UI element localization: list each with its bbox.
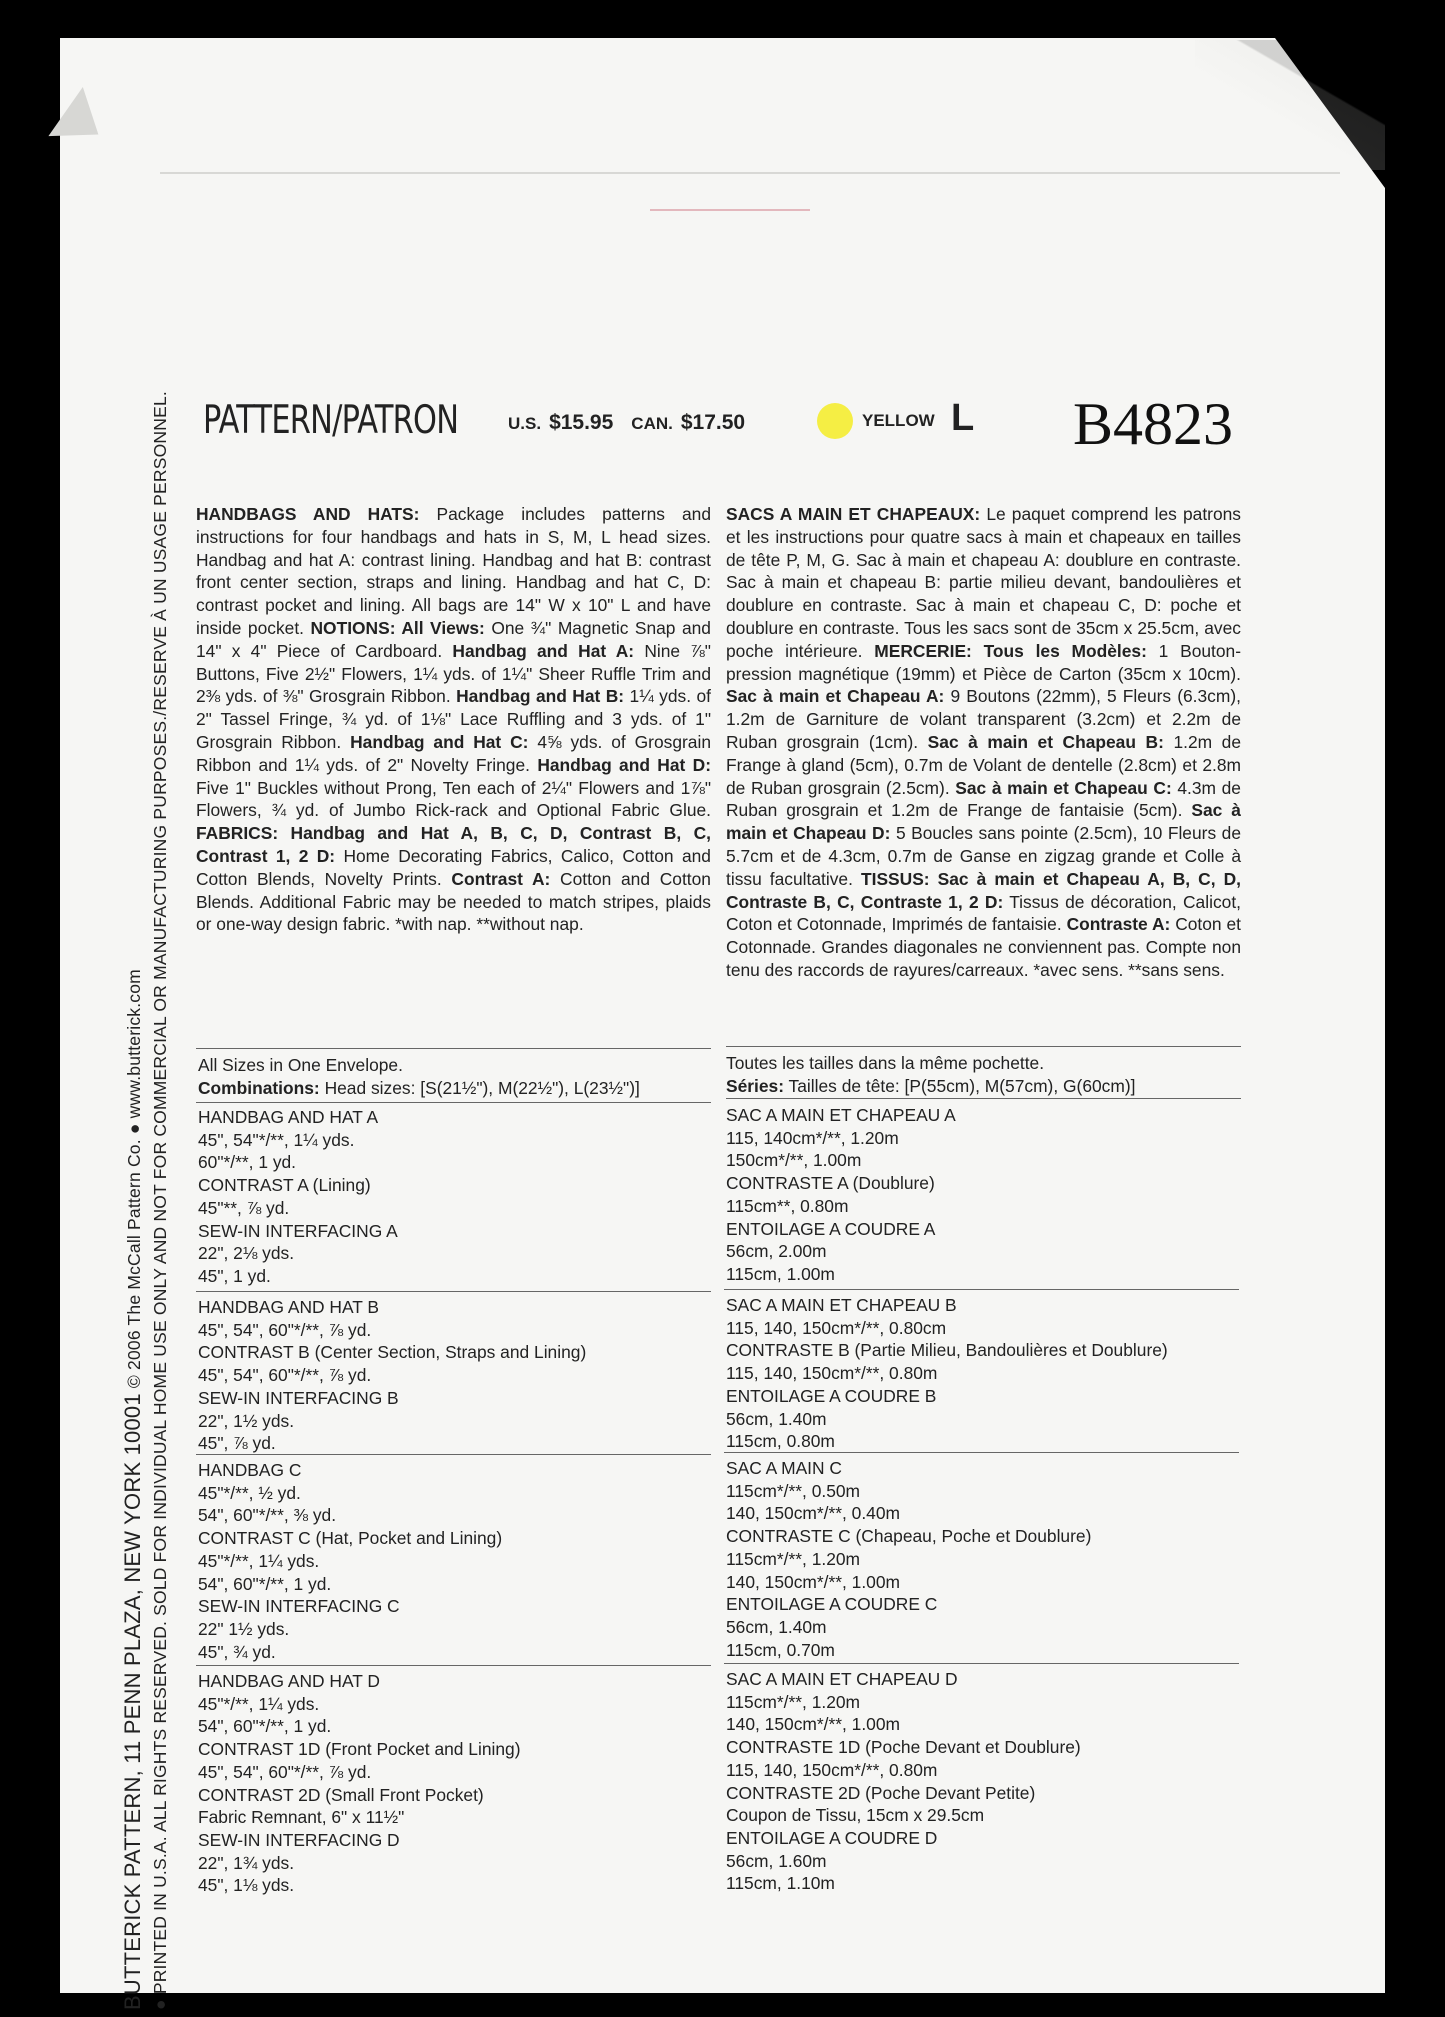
en-yardage-line: 45"**, ⅞ yd.	[198, 1197, 290, 1218]
en-yardage-line: HANDBAG C	[198, 1460, 302, 1480]
fr-yardage-line: CONTRASTE 1D (Poche Devant et Doublure)	[726, 1737, 1081, 1758]
en-yardage-line: HANDBAG AND HAT A	[198, 1107, 379, 1127]
side-separator: ●	[124, 1118, 144, 1135]
side-notice: PRINTED IN U.S.A. ALL RIGHTS RESERVED. SOLD FOR INDIVIDUAL HOME USE ONLY AND NOT FOR COMMERCIAL OR MANUFACTURING PURPOSES./RESERVE À UN USAGE PERSONNEL.	[150, 391, 170, 1995]
en-yardage-line: 22", 2⅛ yds.	[198, 1243, 295, 1264]
fr-yardage-line: CONTRASTE A (Doublure)	[726, 1173, 935, 1194]
en-yardage-line: SEW-IN INTERFACING C	[198, 1596, 400, 1617]
fr-yardage-line: Coupon de Tissu, 15cm x 29.5cm	[726, 1805, 985, 1826]
pattern-number: B4823	[1073, 391, 1234, 457]
en-section-2	[198, 1296, 586, 1455]
en-yardage-line: HANDBAG AND HAT D	[198, 1671, 380, 1691]
fabrics-contrast-heading: Contrast A:	[451, 868, 551, 889]
en-yardage-line: 54", 60"*/**, ⅜ yd.	[198, 1505, 337, 1526]
en-yardage-line: 45", 54", 60"*/**, ⅞ yd.	[198, 1319, 372, 1340]
en-yardage-line: CONTRAST 1D (Front Pocket and Lining)	[198, 1739, 521, 1760]
can-price: $17.50	[680, 411, 746, 434]
en-yardage-line: 22" 1½ yds.	[198, 1618, 290, 1639]
en-yardage-line: 22", 1¾ yds.	[198, 1852, 295, 1873]
en-yardage-line: 45", 54", 60"*/**, ⅞ yd.	[198, 1761, 372, 1782]
en-yardage-line: 45", ⅞ yd.	[198, 1433, 276, 1454]
fr-section-4	[726, 1668, 1081, 1895]
fr-yardage-line: 140, 150cm*/**, 1.00m	[726, 1571, 901, 1592]
desc-heading-fr: SACS A MAIN ET CHAPEAUX:	[726, 504, 981, 524]
en-yardage-line: 45"*/**, 1¼ yds.	[198, 1550, 320, 1571]
fr-yardage-line: 115cm**, 0.80m	[726, 1195, 849, 1216]
rule-fr-top	[726, 1046, 1241, 1047]
notions-d: Five 1" Buckles without Prong, Ten each of 2¼" Flowers and 1⅞" Flowers, ¾ yd. of Jumbo Rick-rack and Optional Fabric Glue.	[196, 777, 711, 821]
combinations-text: Head sizes: [S(21½"), M(22½"), L(23½")]	[324, 1077, 640, 1098]
fr-section-rule	[724, 1289, 1239, 1290]
fr-yardage-line: 115cm*/**, 0.50m	[726, 1480, 861, 1501]
en-yardage-line: 45", ¾ yd.	[198, 1641, 276, 1662]
fr-yardage-line: SAC A MAIN ET CHAPEAU B	[726, 1295, 957, 1315]
fr-yardage-line: 115cm, 0.80m	[726, 1431, 835, 1452]
combinations-heading: Combinations:	[198, 1077, 320, 1098]
en-yardage-line: 45", 54"*/**, 1¼ yds.	[198, 1129, 355, 1150]
fabrics-contrast-heading-fr: Contraste A:	[1066, 914, 1171, 935]
fr-section-rule	[724, 1452, 1239, 1453]
notions-b: 1¼ yds. of 2" Tassel Fringe, ¾ yd. of 1⅛" Lace Ruffling and 3 yds. of 1" Grosgrain Ribbon.	[196, 686, 711, 752]
fr-yardage-line: 115cm*/**, 1.20m	[726, 1691, 861, 1712]
fr-yardage-line: 115cm, 0.70m	[726, 1639, 835, 1660]
fr-yardage-line: 150cm*/**, 1.00m	[726, 1150, 862, 1171]
en-yardage-line: 22", 1½ yds.	[198, 1410, 295, 1431]
fr-yardage-line: 115, 140, 150cm*/**, 0.80m	[726, 1759, 938, 1780]
en-yardage-line: 45", 54", 60"*/**, ⅞ yd.	[198, 1365, 372, 1386]
fr-yardage-line: 56cm, 2.00m	[726, 1241, 827, 1262]
side-website: www.butterick.com	[124, 969, 144, 1119]
fabrics-heading-fr: TISSUS: Sac à main et Chapeau A, B, C, D, Contraste B, C, Contraste 1, 2 D:	[726, 868, 1241, 912]
notions-c: 4⅝ yds. of Grosgrain Ribbon and 1¼ yds. of 2" Novelty Fringe.	[196, 731, 711, 775]
notions-d-heading-fr: Sac à main et Chapeau D:	[726, 800, 1241, 844]
fr-section-1	[726, 1104, 956, 1286]
notions-c-heading: Handbag and Hat C:	[350, 731, 529, 752]
fr-yardage-line: 115, 140, 150cm*/**, 0.80m	[726, 1363, 938, 1384]
fr-section-3	[726, 1457, 1091, 1661]
en-yardage-line: SEW-IN INTERFACING A	[198, 1220, 398, 1241]
desc-text: Package includes patterns and instructions for four handbags and hats in S, M, L head sizes. Handbag and hat A: contrast lining. Handbag and hat B: contrast front center section, straps and lining. Handbag and hat C, D: contrast pocket and lining. All bags are 14" W x 10" L and have inside pocket.	[196, 504, 711, 638]
en-yardage-line: 54", 60"*/**, 1 yd.	[198, 1716, 332, 1737]
fr-yardage-line: ENTOILAGE A COUDRE D	[726, 1827, 938, 1848]
en-section-rule	[196, 1291, 711, 1292]
rule-fr-1	[726, 1098, 1241, 1099]
notions-d-heading: Handbag and Hat D:	[537, 754, 712, 775]
rule-en-top	[196, 1048, 711, 1049]
fr-yardage-line: SAC A MAIN ET CHAPEAU D	[726, 1669, 958, 1689]
color-name: YELLOW	[862, 411, 935, 430]
fold-mark	[650, 209, 810, 211]
fr-yardage-line: 56cm, 1.60m	[726, 1850, 827, 1871]
notions-c-heading-fr: Sac à main et Chapeau C:	[955, 777, 1172, 798]
en-yardage-line: 54", 60"*/**, 1 yd.	[198, 1573, 332, 1594]
fr-yardage-line: SAC A MAIN ET CHAPEAU A	[726, 1105, 956, 1125]
fr-yardage-line: 56cm, 1.40m	[726, 1408, 827, 1429]
en-yardage-line: 45", 1⅛ yds.	[198, 1875, 295, 1896]
us-price: $15.95	[549, 411, 614, 434]
en-yardage-line: HANDBAG AND HAT B	[198, 1297, 380, 1317]
fr-section-rule	[724, 1663, 1239, 1664]
fr-yardage-line: 115, 140cm*/**, 1.20m	[726, 1127, 899, 1148]
fr-yardage-line: 56cm, 1.40m	[726, 1616, 827, 1637]
all-sizes-fr: Toutes les tailles dans la même pochette.	[726, 1053, 1045, 1073]
pattern-title: PATTERN/PATRON	[203, 398, 459, 443]
fr-yardage-line: CONTRASTE C (Chapeau, Poche et Doublure)	[726, 1526, 1092, 1547]
side-copyright: © 2006 The McCall Pattern Co.	[124, 1139, 144, 1389]
en-section-3	[198, 1459, 502, 1663]
notions-a-fr: 9 Boutons (22mm), 5 Fleurs (6.3cm), 1.2m de Garniture de volant transparent (3.2cm) et 2.2m de Ruban grosgrain (1cm).	[726, 686, 1241, 752]
notions-b-fr: 1.2m de Frange à gland (5cm), 0.7m de Volant de dentelle (2.8cm) et 2.8m de Ruban grosgrain (2.5cm).	[726, 731, 1241, 798]
fr-section-2	[726, 1294, 1168, 1453]
en-yardage-line: SEW-IN INTERFACING B	[198, 1387, 399, 1408]
fr-yardage-line: 115cm, 1.00m	[726, 1263, 835, 1284]
us-label: U.S.	[508, 414, 542, 433]
notions-d-fr: 5 Boucles sans pointe (2.5cm), 10 Fleurs de 5.7cm et de 4.3cm, 0.7m de Ganse en zigzag grande et Colle à tissu facultative.	[726, 823, 1241, 889]
notions-heading: NOTIONS: All Views:	[310, 617, 485, 638]
side-legal-text	[150, 391, 171, 2010]
notions-b-heading-fr: Sac à main et Chapeau B:	[927, 731, 1164, 752]
french-description	[726, 503, 1241, 982]
color-dot	[817, 403, 853, 439]
side-company: BUTTERICK PATTERN, 11 PENN PLAZA, NEW YORK 10001	[120, 1393, 145, 2010]
side-bullet: ●	[150, 1994, 170, 2010]
en-section-1	[198, 1106, 398, 1288]
fr-yardage-line: ENTOILAGE A COUDRE C	[726, 1594, 938, 1615]
fabrics-contrast-fr: Coton et Cotonnade. Grandes diagonales ne conviennent pas. Compte non tenu des raccords de rayures/carreaux. *avec sens. **sans sens.	[726, 914, 1241, 980]
size-letter: L	[951, 397, 975, 439]
fr-yardage-line: 115cm, 1.10m	[726, 1873, 835, 1894]
en-yardage-line: 45"*/**, 1¼ yds.	[198, 1693, 320, 1714]
english-sizes	[198, 1054, 640, 1099]
en-section-rule	[196, 1665, 711, 1666]
notions-heading-fr: MERCERIE: Tous les Modèles:	[874, 640, 1147, 661]
fr-yardage-line: CONTRASTE 2D (Poche Devant Petite)	[726, 1782, 1036, 1803]
fr-yardage-line: ENTOILAGE A COUDRE B	[726, 1385, 937, 1406]
price-block	[508, 411, 763, 471]
en-yardage-line: Fabric Remnant, 6" x 11½"	[198, 1807, 405, 1828]
notions-a-heading-fr: Sac à main et Chapeau A:	[726, 686, 945, 707]
fr-yardage-line: SAC A MAIN C	[726, 1458, 842, 1478]
notions-a-heading: Handbag and Hat A:	[452, 640, 635, 661]
fold-line	[160, 172, 1340, 174]
fr-yardage-line: 140, 150cm*/**, 0.40m	[726, 1503, 901, 1524]
rule-en-1	[196, 1102, 711, 1103]
notions-all: One ¾" Magnetic Snap and 14" x 4" Piece of Cardboard.	[196, 617, 711, 661]
combinations-text-fr: Tailles de tête: [P(55cm), M(57cm), G(60cm)]	[788, 1075, 1136, 1096]
notions-all-fr: 1 Bouton-pression magnétique (19mm) et Pièce de Carton (35cm x 10cm).	[726, 640, 1242, 684]
english-description	[196, 503, 711, 936]
fabrics-text: Home Decorating Fabrics, Calico, Cotton and Cotton Blends, Novelty Prints.	[196, 845, 711, 889]
en-section-4	[198, 1670, 521, 1897]
desc-text-fr: Le paquet comprend les patrons et les instructions pour quatre sacs à main et chapeaux en tailles de tête P, M, G. Sac à main et chapeau A: doublure en contraste. Sac à main et chapeau B: partie milieu devant, bandoulières et doublure en contraste. Sac à main et chapeau C, D: poche et doublure en contraste. Tous les sacs sont de 35cm x 25.5cm, avec poche intérieure.	[726, 504, 1241, 661]
en-yardage-line: CONTRAST B (Center Section, Straps and Lining)	[198, 1342, 587, 1363]
notions-a: Nine ⅞" Buttons, Five 2½" Flowers, 1¼ yds. of 1¼" Sheer Ruffle Trim and 2⅜ yds. of ⅜" Grosgrain Ribbon.	[196, 640, 711, 707]
notions-b-heading: Handbag and Hat B:	[456, 686, 625, 707]
fr-yardage-line: 115cm*/**, 1.20m	[726, 1548, 861, 1569]
en-section-rule	[196, 1454, 711, 1455]
combinations-heading-fr: Séries:	[726, 1075, 785, 1096]
can-label: CAN.	[631, 414, 673, 433]
en-yardage-line: CONTRAST 2D (Small Front Pocket)	[198, 1784, 484, 1805]
en-yardage-line: CONTRAST C (Hat, Pocket and Lining)	[198, 1528, 503, 1549]
en-yardage-line: 45", 1 yd.	[198, 1265, 271, 1286]
en-yardage-line: 45"*/**, ½ yd.	[198, 1482, 301, 1503]
combinations-line-fr	[726, 1075, 1135, 1098]
en-yardage-line: CONTRAST A (Lining)	[198, 1175, 371, 1196]
notions-c-fr: 4.3m de Ruban grosgrain et 1.2m de Frange de fantaisie (5cm).	[726, 777, 1241, 821]
french-sizes	[726, 1052, 1135, 1097]
fabrics-heading: FABRICS: Handbag and Hat A, B, C, D, Contrast B, C, Contrast 1, 2 D:	[196, 823, 711, 866]
all-sizes: All Sizes in One Envelope.	[198, 1055, 403, 1075]
fr-yardage-line: ENTOILAGE A COUDRE A	[726, 1218, 936, 1239]
desc-heading: HANDBAGS AND HATS:	[196, 504, 420, 524]
fr-yardage-line: 115, 140, 150cm*/**, 0.80cm	[726, 1317, 947, 1338]
en-yardage-line: SEW-IN INTERFACING D	[198, 1829, 400, 1850]
fabrics-contrast: Cotton and Cotton Blends. Additional Fabric may be needed to match stripes, plaids or one-way design fabric. *with nap. **without nap.	[196, 868, 711, 935]
en-yardage-line: 60"*/**, 1 yd.	[198, 1152, 297, 1173]
side-company-line	[120, 500, 146, 2010]
folded-corner	[1195, 40, 1385, 170]
combinations-line	[198, 1077, 640, 1100]
fr-yardage-line: 140, 150cm*/**, 1.00m	[726, 1714, 901, 1735]
fr-yardage-line: CONTRASTE B (Partie Milieu, Bandoulières et Doublure)	[726, 1340, 1168, 1361]
fabrics-text-fr: Tissus de décoration, Calicot, Coton et Cotonnade, Imprimés de fantaisie.	[726, 891, 1241, 935]
